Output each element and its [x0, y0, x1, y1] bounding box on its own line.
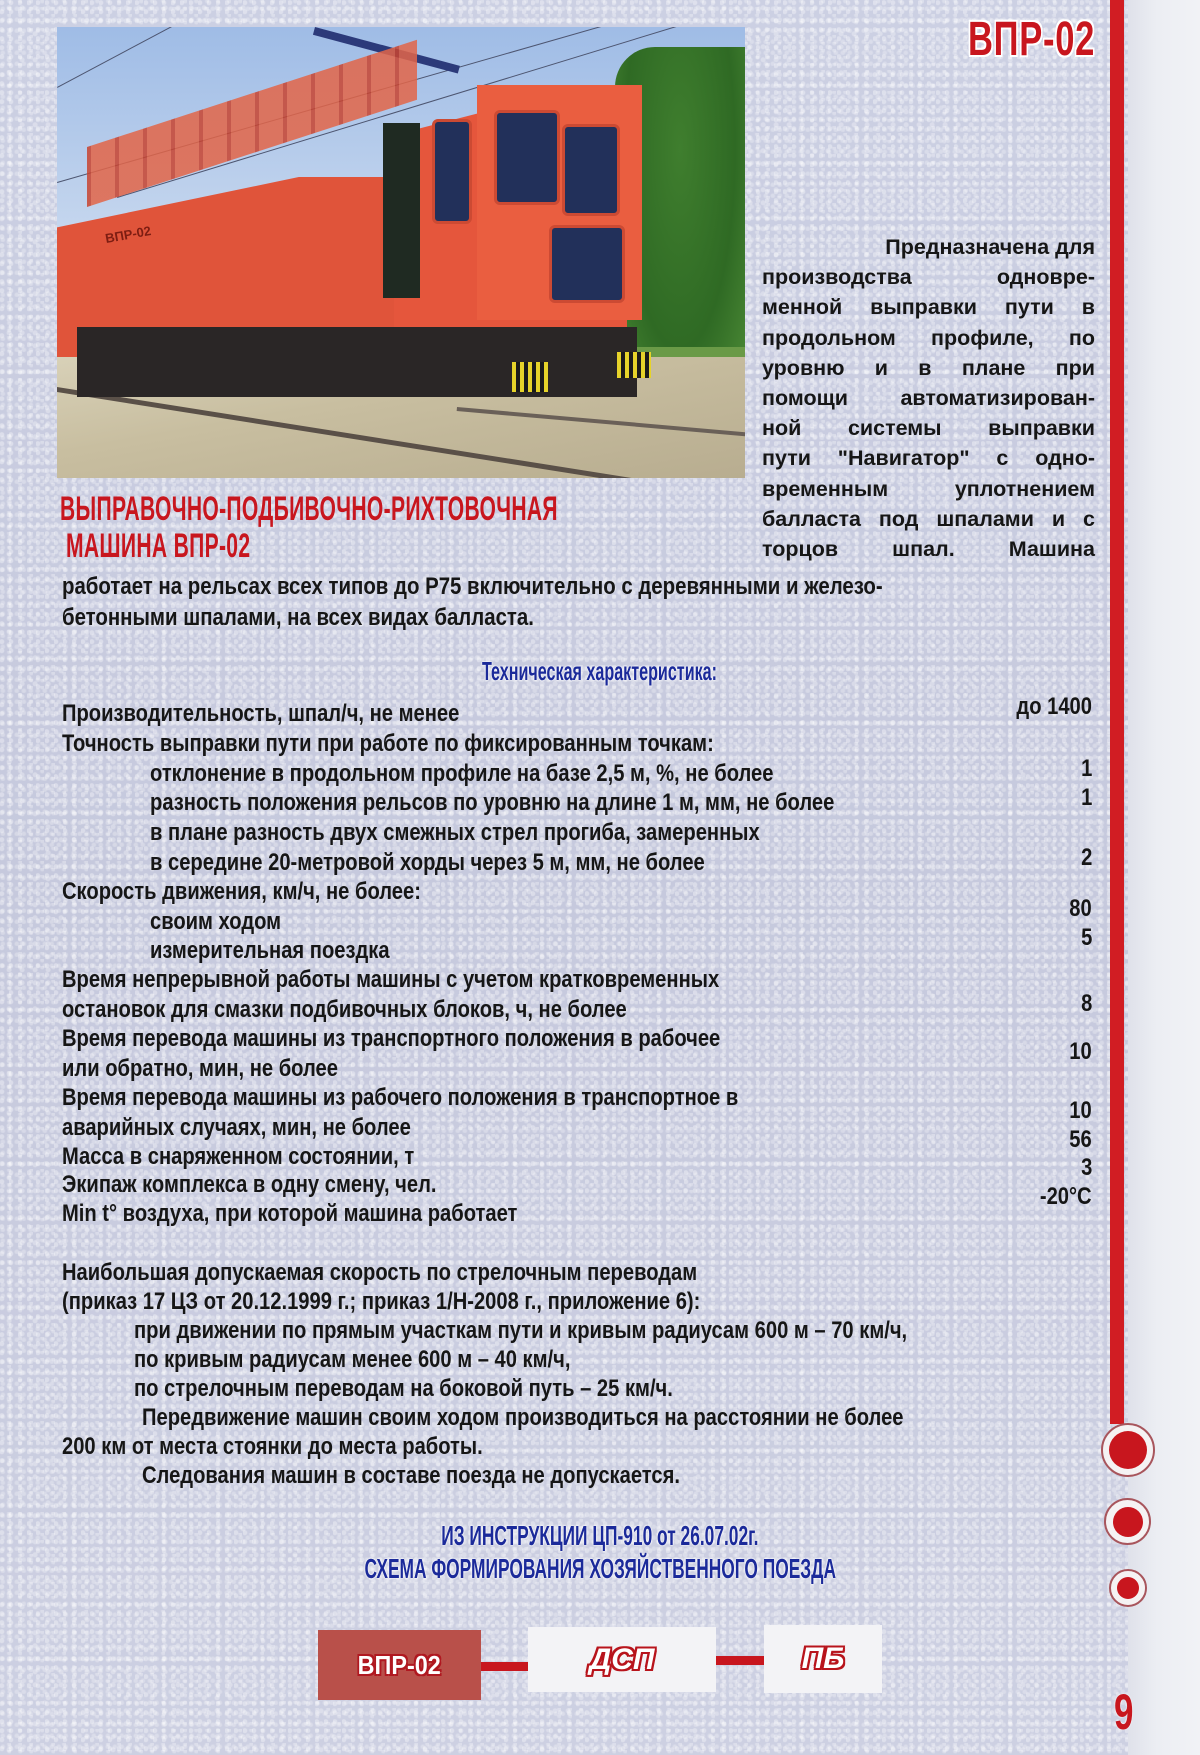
intro-line: менной выправки пути в — [762, 295, 1095, 320]
intro-line: Предназначена для — [885, 235, 1095, 259]
intro-column — [762, 232, 1095, 564]
model-title: ВПР-02 — [968, 13, 1096, 66]
page-margin-strip — [1128, 0, 1200, 1755]
spec-row: разность положения рельсов по уровню на длине 1 м, мм, не более 1 — [150, 784, 1092, 816]
note-line: Передвижение машин своим ходом производиться на расстоянии не более — [142, 1404, 904, 1431]
note-line: Следования машин в составе поезда не допускается. — [142, 1462, 680, 1489]
intro-line: производства одновре- — [762, 265, 1095, 290]
spec-row: Время перевода машины из транспортного положения в рабочее — [62, 1025, 721, 1052]
note-line: 200 км от места стоянки до места работы. — [62, 1433, 483, 1460]
intro-line: помощи автоматизирован- — [762, 386, 1095, 411]
spec-row: Точность выправки пути при работе по фиксированным точкам: — [62, 730, 714, 757]
intro-line: балласта под шпалами и с — [762, 506, 1095, 531]
spec-row: в плане разность двух смежных стрел прогиба, замеренных — [150, 819, 760, 846]
decorative-red-rule — [1110, 0, 1124, 1424]
note-line: при движении по прямым участкам пути и кривым радиусам 600 м – 70 км/ч, — [134, 1317, 908, 1344]
spec-row: Min t° воздуха, при которой машина работает -20°С — [62, 1183, 1092, 1227]
spec-row: Производительность, шпал/ч, не менее до 1400 — [62, 693, 1092, 727]
spec-row: остановок для смазки подбивочных блоков, ч, не более 8 — [62, 990, 1092, 1023]
spec-row: Время перевода машины из рабочего положения в транспортное в — [62, 1084, 739, 1111]
machine-side-label: ВПР-02 — [104, 223, 153, 246]
scheme-connector — [716, 1656, 764, 1665]
note-line: Наибольшая допускаемая скорость по стрелочным переводам — [62, 1259, 698, 1286]
intro-continuation-line1: работает на рельсах всех типов до Р75 включительно с деревянными и железо- — [62, 573, 883, 600]
scheme-title: СХЕМА ФОРМИРОВАНИЯ ХОЗЯЙСТВЕННОГО ПОЕЗДА — [364, 1553, 836, 1584]
intro-line: ной системы выправки — [762, 416, 1095, 441]
intro-line: временным уплотнением — [762, 476, 1095, 501]
decorative-circle-large-icon — [1101, 1423, 1155, 1477]
specs-title: Техническая характеристика: — [482, 656, 718, 686]
note-line: (приказ 17 ЦЗ от 20.12.1999 г.; приказ 1/Н-2008 г., приложение 6): — [62, 1288, 701, 1315]
spec-row: измерительная поездка 5 — [150, 924, 1092, 964]
spec-row: аварийных случаях, мин, не более 10 — [62, 1097, 1092, 1141]
machine-photo — [57, 27, 745, 478]
note-line: по стрелочным переводам на боковой путь – 25 км/ч. — [134, 1375, 673, 1402]
intro-continuation — [62, 571, 1092, 633]
intro-line: пути "Навигатор" с одно- — [762, 446, 1095, 471]
spec-row: в середине 20-метровой хорды через 5 м, мм, не более 2 — [150, 844, 1092, 876]
machine-name-heading-line2: МАШИНА ВПР-02 — [66, 527, 251, 565]
scheme-source-title: ИЗ ИНСТРУКЦИИ ЦП-910 от 26.07.02г. — [441, 1520, 759, 1551]
spec-row: Экипаж комплекса в одну смену, чел. 3 — [62, 1154, 1092, 1198]
spec-row: отклонение в продольном профиле на базе 2,5 м, %, не более 1 — [150, 755, 1092, 787]
intro-line: продольном профиле, по — [762, 325, 1095, 350]
page-number: 9 — [1114, 1684, 1134, 1740]
scheme-connector — [481, 1662, 528, 1671]
scheme-unit-pb: ПБ — [764, 1625, 882, 1693]
intro-line: торцов шпал. Машина — [762, 537, 1095, 562]
intro-continuation-line2: бетонными шпалами, на всех видах балласта. — [62, 604, 534, 631]
intro-line: уровню и в плане при — [762, 355, 1095, 380]
spec-row: Масса в снаряженном состоянии, т 56 — [62, 1126, 1092, 1170]
machine-name-heading-line1: ВЫПРАВОЧНО-ПОДБИВОЧНО-РИХТОВОЧНАЯ — [60, 490, 558, 528]
spec-row: или обратно, мин, не более 10 — [62, 1038, 1092, 1082]
spec-row: своим ходом 80 — [150, 895, 1092, 935]
spec-row: Скорость движения, км/ч, не более: — [62, 878, 421, 905]
spec-row: Время непрерывной работы машины с учетом кратковременных — [62, 966, 720, 993]
scheme-unit-vpr: ВПР-02 — [318, 1630, 481, 1700]
note-line: по кривым радиусам менее 600 м – 40 км/ч, — [134, 1346, 571, 1373]
scheme-unit-dsp: ДСП — [528, 1627, 716, 1692]
